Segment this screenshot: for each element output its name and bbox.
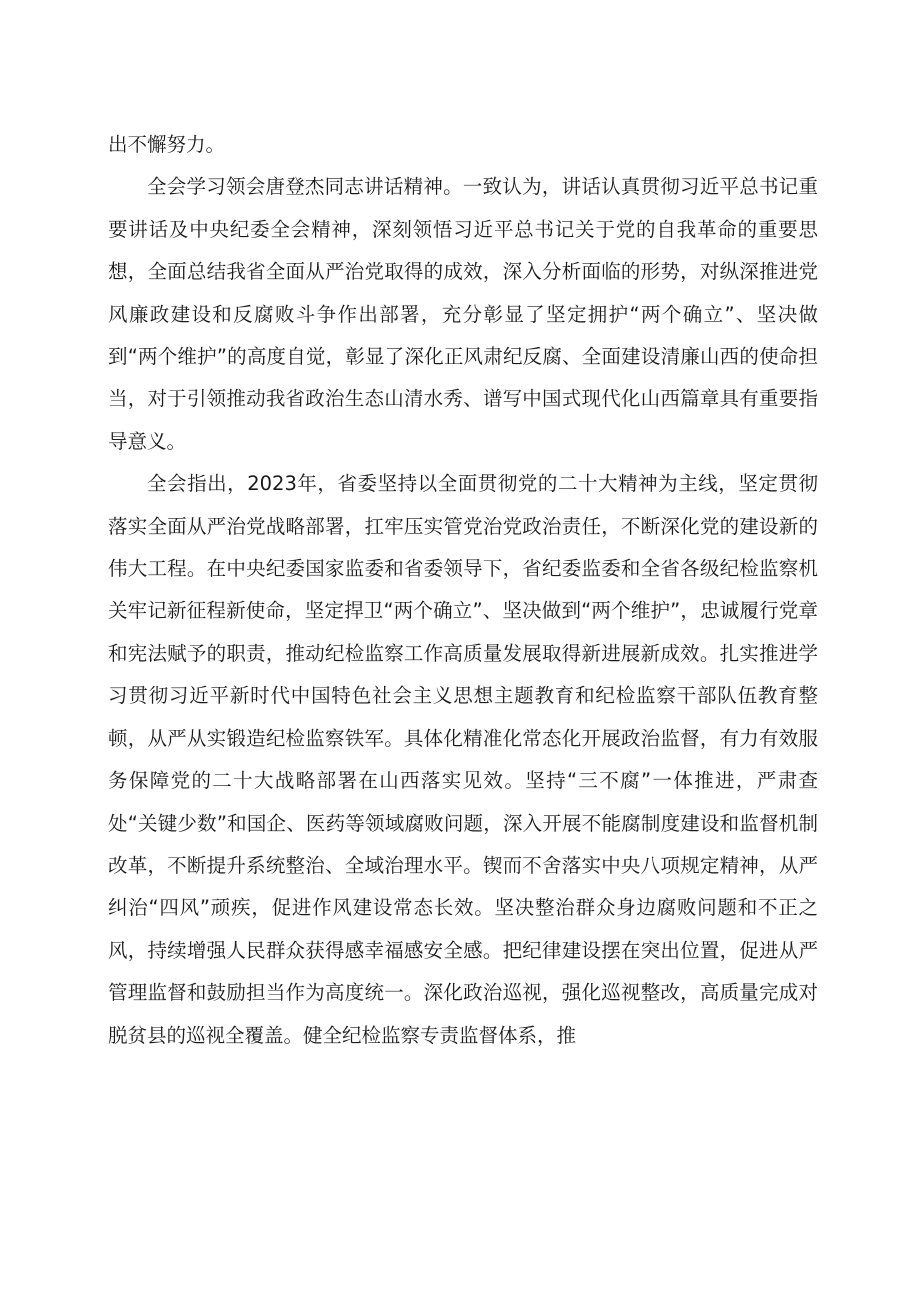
document-body	[108, 124, 818, 1057]
paragraph-speech-spirit: 全会学习领会唐登杰同志讲话精神。一致认为，讲话认真贯彻习近平总书记重要讲话及中央纪委全会精神，深刻领悟习近平总书记关于党的自我革命的重要思想，全面总结我省全面从严治党取得的成效，深入分析面临的形势，对纵深推进党风廉政建设和反腐败斗争作出部署，充分彰显了坚定拥护“两个确立”、坚决做到“两个维护”的高度自觉，彰显了深化正风肃纪反腐、全面建设清廉山西的使命担当，对于引领推动我省政治生态山清水秀、谱写中国式现代化山西篇章具有重要指导意义。	[108, 175, 818, 453]
paragraph-continuation: 出不懈努力。	[108, 133, 226, 156]
paragraph-2023-review: 全会指出，2023年，省委坚持以全面贯彻党的二十大精神为主线，坚定贯彻落实全面从严治党战略部署，扛牢压实管党治党政治责任，不断深化党的建设新的伟大工程。在中央纪委国家监委和省委领导下，省纪委监委和全省各级纪检监察机关牢记新征程新使命，坚定捍卫“两个确立”、坚决做到“两个维护”，忠诚履行党章和宪法赋予的职责，推动纪检监察工作高质量发展取得新进展新成效。扎实推进学习贯彻习近平新时代中国特色社会主义思想主题教育和纪检监察干部队伍教育整顿，从严从实锻造纪检监察铁军。具体化精准化常态化开展政治监督，有力有效服务保障党的二十大战略部署在山西落实见效。坚持“三不腐”一体推进，严肃查处“关键少数”和国企、医药等领域腐败问题，深入开展不能腐制度建设和监督机制改革，不断提升系统整治、全域治理水平。锲而不舍落实中央八项规定精神，从严纠治“四风”顽疾，促进作风建设常态长效。坚决整治群众身边腐败问题和不正之风，持续增强人民群众获得感幸福感安全感。把纪律建设摆在突出位置，促进从严管理监督和鼓励担当作为高度统一。深化政治巡视，强化巡视整改，高质量完成对脱贫县的巡视全覆盖。健全纪检监察专责监督体系，推	[108, 472, 818, 1047]
